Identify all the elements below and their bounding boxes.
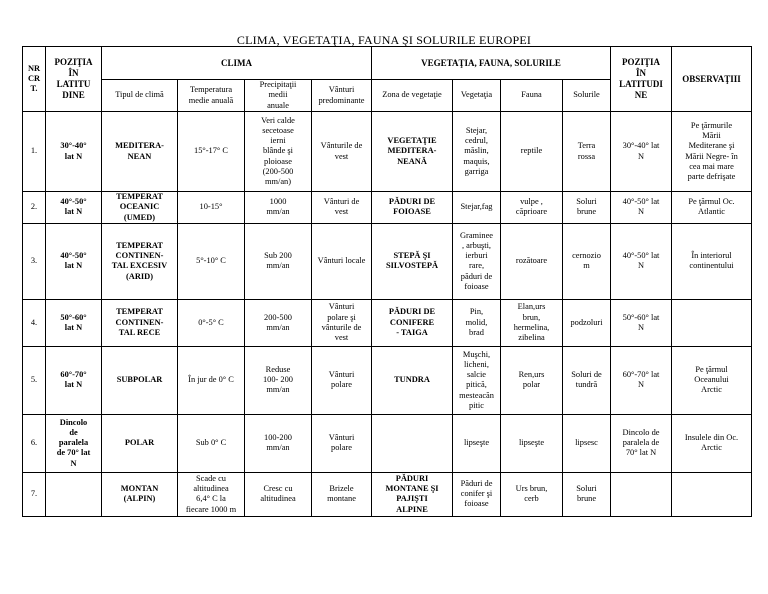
cell-pozitia-latitudine: [611, 472, 672, 516]
cell-solurile: Soluri brune: [563, 472, 611, 516]
page-title: CLIMA, VEGETAŢIA, FAUNA ŞI SOLURILE EUROPEI: [236, 33, 532, 47]
table-row: [23, 112, 752, 192]
cell-observatii: Insulele din Oc. Arctic: [672, 414, 752, 472]
table-row: [23, 223, 752, 299]
cell-vanturi: Vânturi locale: [312, 223, 372, 299]
table-row: [23, 192, 752, 224]
cell-precipitatii: Veri calde secetoase ierni blânde şi ploioase (200-500 mm/an): [245, 112, 312, 192]
cell-fauna: Urs brun, cerb: [501, 472, 563, 516]
header-pozitia-latitudine: POZIŢIA ÎN LATITUDI NE: [611, 47, 672, 112]
cell-vegetatia: Muşchi, licheni, salcie pitică, mesteacăn pitic: [453, 346, 501, 414]
cell-nr: 3.: [23, 223, 46, 299]
cell-vanturi: Brizele montane: [312, 472, 372, 516]
header-observatii: OBSERVAŢIII: [672, 47, 752, 112]
subheader-precipitatii: Precipitaţii medii anuale: [245, 80, 312, 112]
cell-pozitia-latitudine: 60°-70° lat N: [611, 346, 672, 414]
cell-pozitia: Dincolo de paralela de 70° lat N: [46, 414, 102, 472]
subheader-vanturi: Vânturi predominante: [312, 80, 372, 112]
table-row: [23, 346, 752, 414]
cell-observatii: [672, 472, 752, 516]
cell-nr: 7.: [23, 472, 46, 516]
header-nr: NR CR T.: [23, 47, 46, 112]
cell-observatii: Pe ţărmurile Mării Mediterane şi Mării Negre- în cea mai mare parte defrişate: [672, 112, 752, 192]
cell-pozitia: 50°-60° lat N: [46, 299, 102, 346]
climate-table: [22, 46, 752, 517]
cell-vegetatia: Stejar,fag: [453, 192, 501, 224]
cell-zona-vegetatie: PĂDURI DE FOIOASE: [372, 192, 453, 224]
cell-zona-vegetatie: STEPĂ ŞI SILVOSTEPĂ: [372, 223, 453, 299]
cell-precipitatii: 100-200 mm/an: [245, 414, 312, 472]
cell-zona-vegetatie: TUNDRA: [372, 346, 453, 414]
cell-observatii: În interiorul continentului: [672, 223, 752, 299]
cell-tip-clima: TEMPERAT OCEANIC (UMED): [102, 192, 178, 224]
cell-zona-vegetatie: VEGETAŢIE MEDITERA- NEANĂ: [372, 112, 453, 192]
cell-vanturi: Vânturi de vest: [312, 192, 372, 224]
cell-tip-clima: MEDITERA- NEAN: [102, 112, 178, 192]
cell-precipitatii: Cresc cu altitudinea: [245, 472, 312, 516]
cell-solurile: Soluri brune: [563, 192, 611, 224]
cell-pozitia-latitudine: 40°-50° lat N: [611, 223, 672, 299]
cell-precipitatii: 200-500 mm/an: [245, 299, 312, 346]
cell-fauna: lipseşte: [501, 414, 563, 472]
cell-temperatura: 5°-10° C: [178, 223, 245, 299]
cell-fauna: vulpe , căprioare: [501, 192, 563, 224]
cell-fauna: reptile: [501, 112, 563, 192]
cell-vegetatia: lipseşte: [453, 414, 501, 472]
cell-nr: 1.: [23, 112, 46, 192]
cell-temperatura: Sub 0° C: [178, 414, 245, 472]
cell-pozitia-latitudine: 40°-50° lat N: [611, 192, 672, 224]
cell-tip-clima: SUBPOLAR: [102, 346, 178, 414]
cell-pozitia-latitudine: Dincolo de paralela de 70° lat N: [611, 414, 672, 472]
cell-observatii: [672, 299, 752, 346]
cell-nr: 6.: [23, 414, 46, 472]
cell-pozitia: 40°-50° lat N: [46, 192, 102, 224]
cell-solurile: podzoluri: [563, 299, 611, 346]
cell-vegetatia: Stejar, cedrul, măslin, maquis, garriga: [453, 112, 501, 192]
cell-vanturi: Vânturi polare şi vânturile de vest: [312, 299, 372, 346]
subheader-solurile: Solurile: [563, 80, 611, 112]
cell-solurile: Terra rossa: [563, 112, 611, 192]
cell-pozitia: 40°-50° lat N: [46, 223, 102, 299]
cell-vanturi: Vânturi polare: [312, 414, 372, 472]
header-pozitia: POZIŢIA ÎN LATITU DINE: [46, 47, 102, 112]
subheader-tipul-clima: Tipul de climă: [102, 80, 178, 112]
cell-pozitia: [46, 472, 102, 516]
table-row: [23, 472, 752, 516]
cell-pozitia: 30°-40° lat N: [46, 112, 102, 192]
cell-vegetatia: Păduri de conifer şi foioase: [453, 472, 501, 516]
cell-temperatura: Scade cu altitudinea 6,4° C la fiecare 1000 m: [178, 472, 245, 516]
cell-nr: 4.: [23, 299, 46, 346]
cell-pozitia-latitudine: 50°-60° lat N: [611, 299, 672, 346]
cell-nr: 2.: [23, 192, 46, 224]
subheader-temperatura: Temperatura medie anuală: [178, 80, 245, 112]
header-clima: CLIMA: [102, 47, 372, 80]
cell-fauna: Elan,urs brun, hermelina, zibelina: [501, 299, 563, 346]
cell-precipitatii: Reduse 100- 200 mm/an: [245, 346, 312, 414]
subheader-fauna: Fauna: [501, 80, 563, 112]
cell-observatii: Pe ţărmul Oceanului Arctic: [672, 346, 752, 414]
cell-temperatura: 15°-17° C: [178, 112, 245, 192]
cell-temperatura: 10-15°: [178, 192, 245, 224]
header-vegetatia-fauna-solurile: VEGETAŢIA, FAUNA, SOLURILE: [372, 47, 611, 80]
cell-vanturi: Vânturi polare: [312, 346, 372, 414]
cell-solurile: lipsesc: [563, 414, 611, 472]
cell-pozitia: 60°-70° lat N: [46, 346, 102, 414]
cell-vanturi: Vânturile de vest: [312, 112, 372, 192]
cell-solurile: cernozio m: [563, 223, 611, 299]
cell-fauna: rozătoare: [501, 223, 563, 299]
cell-zona-vegetatie: [372, 414, 453, 472]
cell-fauna: Ren,urs polar: [501, 346, 563, 414]
table-row: [23, 414, 752, 472]
cell-precipitatii: 1000 mm/an: [245, 192, 312, 224]
cell-tip-clima: MONTAN (ALPIN): [102, 472, 178, 516]
cell-zona-vegetatie: PĂDURI MONTANE ŞI PAJIŞTI ALPINE: [372, 472, 453, 516]
cell-zona-vegetatie: PĂDURI DE CONIFERE - TAIGA: [372, 299, 453, 346]
cell-vegetatia: Graminee , arbuşti, ierburi rare, păduri de foioase: [453, 223, 501, 299]
cell-tip-clima: TEMPERAT CONTINEN- TAL EXCESIV (ARID): [102, 223, 178, 299]
subheader-vegetatia: Vegetaţia: [453, 80, 501, 112]
table-row: [23, 299, 752, 346]
cell-tip-clima: TEMPERAT CONTINEN- TAL RECE: [102, 299, 178, 346]
cell-temperatura: În jur de 0° C: [178, 346, 245, 414]
cell-tip-clima: POLAR: [102, 414, 178, 472]
cell-pozitia-latitudine: 30°-40° lat N: [611, 112, 672, 192]
cell-vegetatia: Pin, molid, brad: [453, 299, 501, 346]
cell-observatii: Pe ţărmul Oc. Atlantic: [672, 192, 752, 224]
cell-nr: 5.: [23, 346, 46, 414]
subheader-zona-vegetatie: Zona de vegetaţie: [372, 80, 453, 112]
cell-solurile: Soluri de tundră: [563, 346, 611, 414]
cell-temperatura: 0°-5° C: [178, 299, 245, 346]
cell-precipitatii: Sub 200 mm/an: [245, 223, 312, 299]
